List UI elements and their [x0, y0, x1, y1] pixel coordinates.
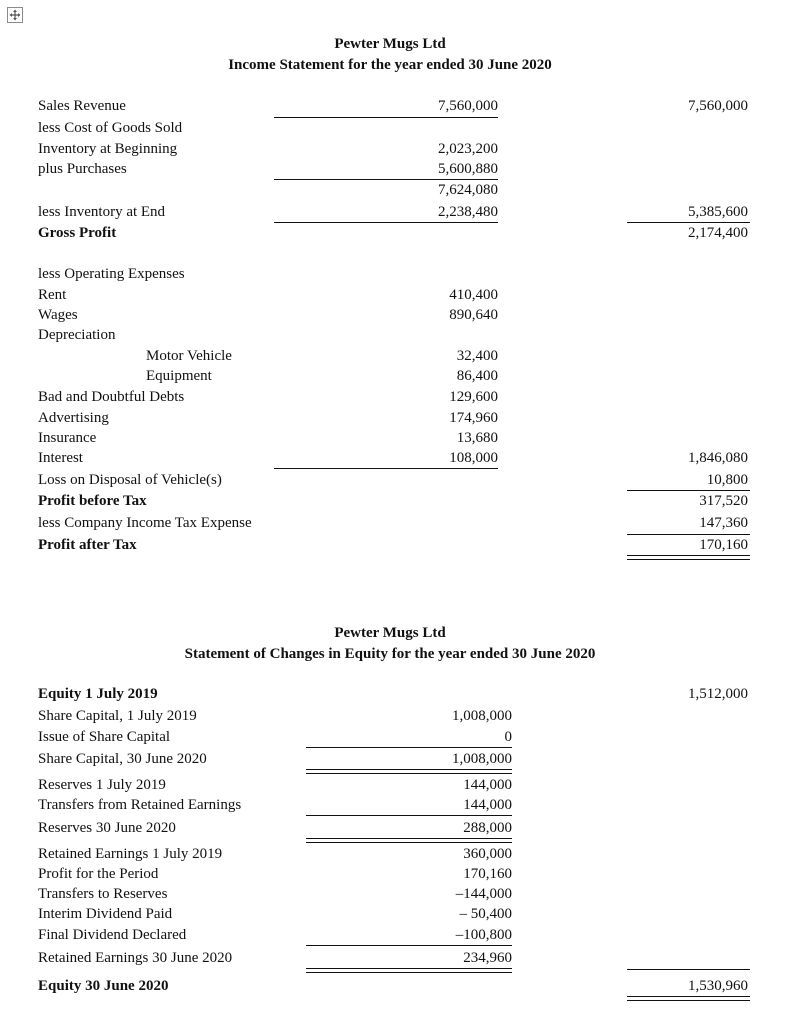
- row-label: Transfers from Retained Earnings: [38, 797, 242, 813]
- table-row: [38, 223, 750, 243]
- table-row: [38, 470, 750, 490]
- row-label: Profit after Tax: [38, 537, 137, 553]
- move-arrows-icon: [9, 9, 21, 21]
- row-value-col1: 7,560,000: [438, 98, 498, 114]
- row-label: Retained Earnings 30 June 2020: [38, 950, 233, 966]
- table-row: [38, 775, 750, 795]
- underline: [306, 747, 512, 748]
- row-label: Insurance: [38, 430, 97, 446]
- row-label: less Operating Expenses: [38, 266, 185, 282]
- row-value-col2: 170,160: [699, 537, 748, 553]
- row-value-col1: 86,400: [456, 368, 498, 384]
- row-label: Sales Revenue: [38, 98, 126, 114]
- row-value-col1: 410,400: [449, 287, 498, 303]
- table-row: [38, 904, 750, 924]
- double-underline: [306, 838, 512, 843]
- row-value-col1: 1,008,000: [452, 708, 512, 724]
- row-label: less Cost of Goods Sold: [38, 120, 183, 136]
- table-row: [38, 818, 750, 838]
- table-row: [38, 366, 750, 386]
- table-row: [38, 264, 750, 284]
- row-label: Bad and Doubtful Debts: [38, 389, 185, 405]
- table-row: [38, 864, 750, 884]
- equity-statement-title: Statement of Changes in Equity for the year ended 30 June 2020: [184, 646, 596, 662]
- row-value-col1: 5,600,880: [438, 161, 498, 177]
- row-value-col1: 129,600: [449, 389, 498, 405]
- row-value-col1: 234,960: [463, 950, 512, 966]
- row-label: Loss on Disposal of Vehicle(s): [38, 472, 222, 488]
- underline: [306, 815, 512, 816]
- row-label: plus Purchases: [38, 161, 127, 177]
- table-row: [38, 795, 750, 815]
- row-label: Gross Profit: [38, 225, 117, 241]
- row-label: Equity 30 June 2020: [38, 978, 169, 994]
- row-value-col1: 2,238,480: [438, 204, 498, 220]
- row-value-col1: 174,960: [449, 410, 498, 426]
- row-value-col1: 360,000: [463, 846, 512, 862]
- table-row: [38, 285, 750, 305]
- table-row: [38, 535, 750, 555]
- row-value-col1: 170,160: [463, 866, 512, 882]
- row-value-col1: 13,680: [456, 430, 498, 446]
- table-row: [38, 159, 750, 179]
- row-label: Profit before Tax: [38, 493, 147, 509]
- table-row: [38, 180, 750, 200]
- table-row: [38, 884, 750, 904]
- row-value-col2: 317,520: [699, 493, 748, 509]
- row-label: Final Dividend Declared: [38, 927, 187, 943]
- row-label: Retained Earnings 1 July 2019: [38, 846, 223, 862]
- row-label: Wages: [38, 307, 78, 323]
- row-value-col2: 1,512,000: [688, 686, 748, 702]
- underline: [627, 969, 750, 970]
- row-value-col1: 32,400: [456, 348, 498, 364]
- row-label: Depreciation: [38, 327, 116, 343]
- table-row: [38, 513, 750, 533]
- table-row: [38, 202, 750, 222]
- table-row: [38, 387, 750, 407]
- table-row: [38, 976, 750, 996]
- table-row: [38, 925, 750, 945]
- table-row: [38, 684, 750, 704]
- table-row: [38, 491, 750, 511]
- row-label: Profit for the Period: [38, 866, 159, 882]
- row-label: Issue of Share Capital: [38, 729, 171, 745]
- table-row: [38, 727, 750, 747]
- row-label: less Inventory at End: [38, 204, 166, 220]
- income-statement-title: Income Statement for the year ended 30 June 2020: [228, 57, 552, 73]
- row-value-col1: 2,023,200: [438, 141, 498, 157]
- row-label: Equity 1 July 2019: [38, 686, 158, 702]
- table-row: [38, 448, 750, 468]
- row-value-col1: 144,000: [463, 797, 512, 813]
- row-label: Share Capital, 1 July 2019: [38, 708, 197, 724]
- row-value-col2: 5,385,600: [688, 204, 748, 220]
- table-row: [38, 749, 750, 769]
- row-value-col1: –144,000: [455, 886, 512, 902]
- double-underline: [306, 769, 512, 774]
- row-value-col2: 1,530,960: [688, 978, 748, 994]
- row-label: Interest: [38, 450, 83, 466]
- table-row: [38, 948, 750, 968]
- row-value-col1: – 50,400: [459, 906, 512, 922]
- table-row: [38, 428, 750, 448]
- table-row: [38, 139, 750, 159]
- row-value-col1: 288,000: [463, 820, 512, 836]
- row-value-col1: 890,640: [449, 307, 498, 323]
- row-value-col1: 0: [504, 729, 512, 745]
- row-value-col2: 147,360: [699, 515, 748, 531]
- equity-company-name: Pewter Mugs Ltd: [334, 625, 446, 641]
- row-label: Inventory at Beginning: [38, 141, 178, 157]
- row-label: Share Capital, 30 June 2020: [38, 751, 207, 767]
- row-label: Rent: [38, 287, 67, 303]
- row-value-col2: 7,560,000: [688, 98, 748, 114]
- row-value-col1: –100,800: [455, 927, 512, 943]
- row-label: Transfers to Reserves: [38, 886, 168, 902]
- row-value-col1: 108,000: [449, 450, 498, 466]
- income-company-name: Pewter Mugs Ltd: [334, 36, 446, 52]
- underline: [306, 945, 512, 946]
- table-row: [38, 706, 750, 726]
- double-underline: [627, 555, 750, 560]
- row-label: Reserves 30 June 2020: [38, 820, 176, 836]
- table-row: [38, 305, 750, 325]
- table-row: [38, 96, 750, 116]
- table-row: [38, 325, 750, 345]
- table-row: [38, 118, 750, 138]
- row-label: Interim Dividend Paid: [38, 906, 173, 922]
- row-label: Motor Vehicle: [146, 348, 232, 364]
- table-row: [38, 408, 750, 428]
- row-label: Advertising: [38, 410, 109, 426]
- row-value-col1: 144,000: [463, 777, 512, 793]
- row-value-col1: 7,624,080: [438, 182, 498, 198]
- row-value-col2: 1,846,080: [688, 450, 748, 466]
- row-label: Equipment: [146, 368, 212, 384]
- double-underline: [627, 996, 750, 1001]
- underline: [274, 468, 498, 469]
- row-value-col2: 2,174,400: [688, 225, 748, 241]
- row-value-col1: 1,008,000: [452, 751, 512, 767]
- table-move-handle[interactable]: [7, 7, 23, 23]
- table-row: [38, 844, 750, 864]
- row-label: Reserves 1 July 2019: [38, 777, 166, 793]
- double-underline: [306, 968, 512, 973]
- row-label: less Company Income Tax Expense: [38, 515, 252, 531]
- table-row: [38, 346, 750, 366]
- row-value-col2: 10,800: [706, 472, 748, 488]
